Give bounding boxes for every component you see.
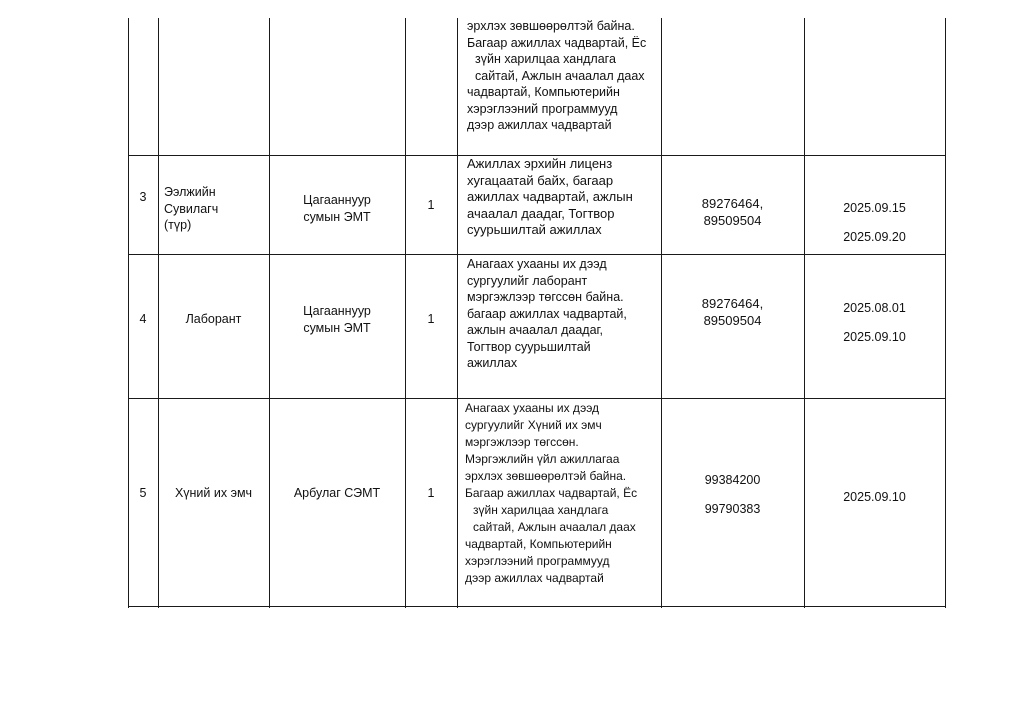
- requirements-line: чадвартай, Компьютерийн: [467, 85, 620, 99]
- date-line: 2025.08.01: [843, 301, 906, 315]
- position-line: Ээлжийн: [164, 185, 216, 199]
- organization-line: Цагааннуур: [303, 193, 371, 207]
- date-line: 2025.09.10: [843, 490, 906, 504]
- table-border-right: [945, 18, 946, 608]
- date-line: 2025.09.10: [843, 329, 906, 344]
- requirements-line: сайтай, Ажлын ачаалал даах: [475, 68, 645, 83]
- requirements-line: зүйн харилцаа хандлага: [475, 52, 616, 66]
- requirements-line: сайтай, Ажлын ачаалал даах: [473, 520, 636, 534]
- requirements-line: сургуулийг лаборант: [467, 273, 588, 288]
- date-cell: [804, 489, 945, 506]
- row-number: 5: [139, 486, 147, 500]
- table-border-bottom: [128, 606, 946, 607]
- phone-cell: [661, 472, 804, 517]
- job-listing-table: [128, 18, 946, 608]
- position-line: (түр): [164, 218, 192, 232]
- requirements-cell: [467, 18, 657, 134]
- requirements-line: Анагаах ухааны их дээд: [467, 257, 607, 271]
- requirements-line: сургуулийг Хүний их эмч: [465, 418, 602, 432]
- requirements-cell: [467, 256, 657, 372]
- organization-cell: [269, 192, 405, 225]
- requirements-line: Анагаах ухааны их дээд: [465, 401, 600, 415]
- count-cell: 1: [427, 312, 435, 326]
- requirements-line: Тогтвор суурьшилтай: [467, 339, 591, 354]
- requirements-line: ажиллах чадвартай, ажлын: [467, 189, 633, 204]
- phone-line: 99790383: [704, 501, 761, 516]
- row-divider: [128, 254, 946, 255]
- requirements-line: Багаар ажиллах чадвартай, Ёс: [465, 486, 638, 500]
- requirements-line: Багаар ажиллах чадвартай, Ёс: [467, 35, 647, 50]
- phone-line: 89276464,: [701, 196, 764, 211]
- count-cell: 1: [427, 486, 435, 500]
- requirements-line: мэргэжлээр төгссөн.: [465, 435, 579, 449]
- requirements-line: суурьшилтай ажиллах: [467, 222, 602, 237]
- phone-line: 99384200: [704, 473, 761, 487]
- position-cell: [158, 485, 269, 502]
- position-line: Сувилагч: [164, 201, 219, 216]
- organization-line: сумын ЭМТ: [303, 320, 371, 335]
- requirements-line: дээр ажиллах чадвартай: [465, 571, 604, 585]
- position-cell: [158, 311, 269, 328]
- row-divider: [128, 398, 946, 399]
- row-number: 4: [139, 312, 147, 326]
- requirements-line: мэргэжлээр төгссөн байна.: [467, 290, 624, 304]
- requirements-line: эрхлэх зөвшөөрөлтэй байна.: [467, 19, 635, 33]
- date-line: 2025.09.15: [843, 201, 906, 215]
- position-line: Лаборант: [185, 312, 242, 326]
- requirements-line: дээр ажиллах чадвартай: [467, 118, 612, 132]
- position-line: Хүний их эмч: [174, 486, 253, 500]
- phone-line: 89509504: [703, 212, 762, 228]
- requirements-line: хэрэглээний программууд: [465, 554, 610, 568]
- requirements-line: хугацаатай байх, багаар: [467, 172, 614, 188]
- organization-cell: [269, 485, 405, 502]
- organization-line: Арбулаг СЭМТ: [293, 486, 381, 500]
- requirements-cell: [465, 400, 659, 587]
- count-cell: 1: [427, 198, 435, 212]
- requirements-line: Ажиллах эрхийн лиценз: [467, 156, 613, 171]
- requirements-cell: [467, 156, 657, 239]
- phone-cell: [661, 196, 804, 229]
- requirements-line: эрхлэх зөвшөөрөлтэй байна.: [465, 469, 627, 483]
- column-divider: [457, 18, 458, 608]
- requirements-line: Мэргэжлийн үйл ажиллагаа: [465, 452, 620, 466]
- date-cell: [804, 300, 945, 345]
- requirements-line: зүйн харилцаа хандлага: [473, 503, 609, 517]
- phone-line: 89509504: [703, 312, 762, 328]
- requirements-line: ажиллах: [467, 356, 518, 370]
- date-line: 2025.09.20: [843, 229, 906, 244]
- requirements-line: ажлын ачаалал даадаг,: [467, 323, 604, 337]
- requirements-line: ачаалал даадаг, Тогтвор: [467, 205, 615, 221]
- row-number: 3: [139, 190, 147, 204]
- date-cell: [804, 200, 945, 245]
- organization-line: сумын ЭМТ: [303, 209, 371, 224]
- requirements-line: багаар ажиллах чадвартай,: [467, 306, 627, 321]
- requirements-line: чадвартай, Компьютерийн: [465, 537, 612, 551]
- phone-line: 89276464,: [701, 296, 764, 311]
- organization-line: Цагааннуур: [303, 304, 371, 318]
- position-cell: [164, 184, 264, 234]
- organization-cell: [269, 303, 405, 336]
- requirements-line: хэрэглээний программууд: [467, 101, 618, 116]
- phone-cell: [661, 296, 804, 329]
